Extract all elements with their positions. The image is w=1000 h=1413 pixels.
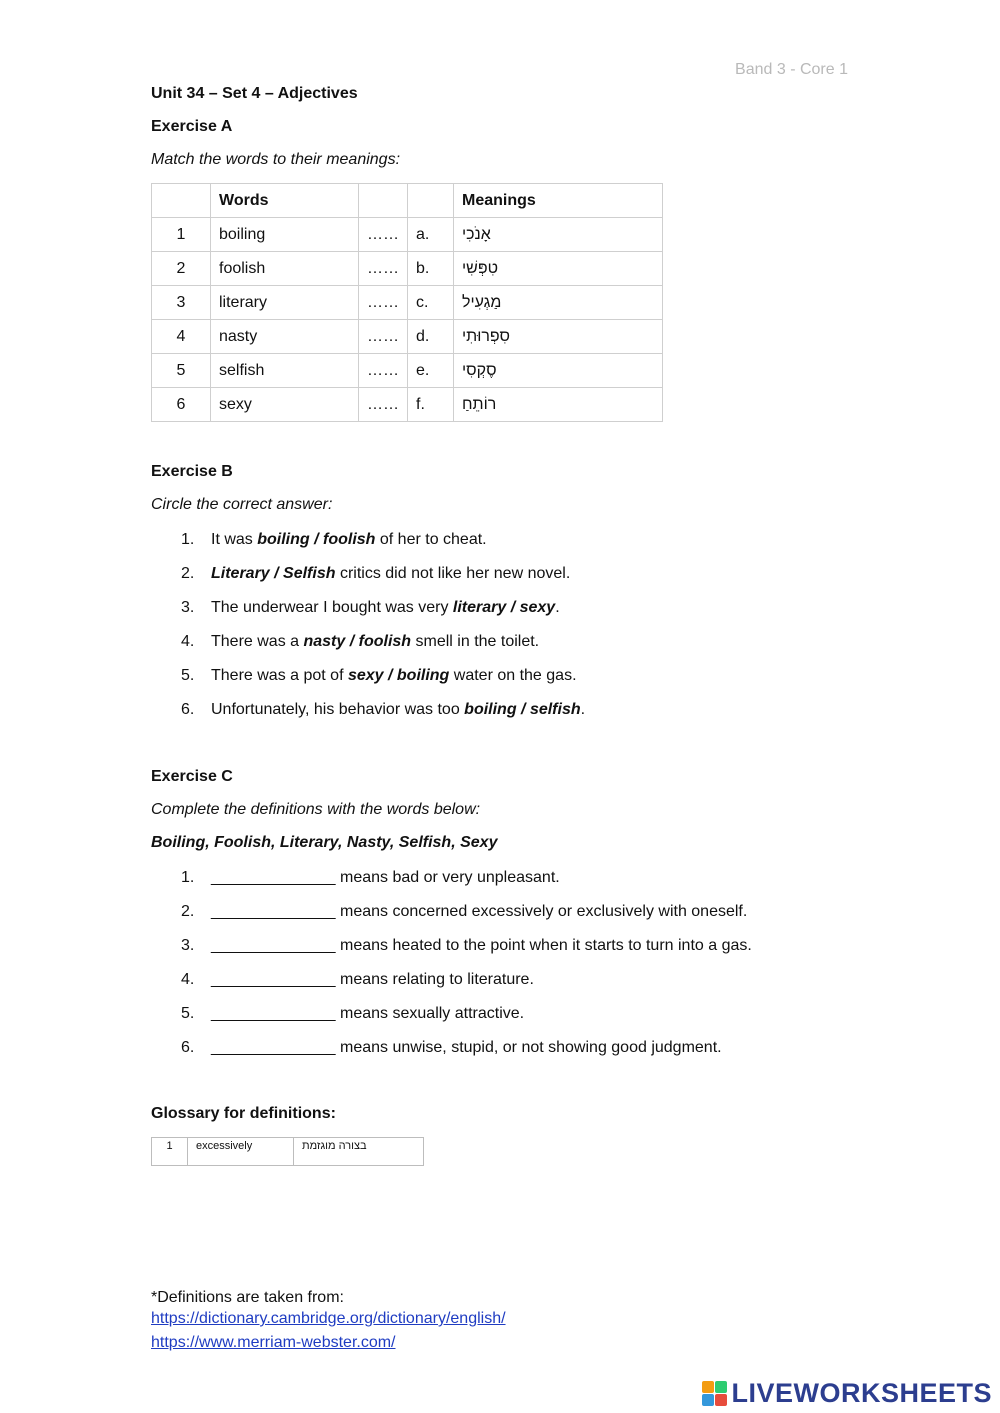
definition-text: means concerned excessively or exclusively with oneself. xyxy=(335,903,748,920)
item-text-post: smell in the toilet. xyxy=(411,633,540,650)
definition-text: means heated to the point when it starts to turn into a gas. xyxy=(335,937,752,954)
answer-blank[interactable]: …… xyxy=(359,320,408,354)
liveworksheets-logo xyxy=(702,1378,992,1409)
definition-text: means unwise, stupid, or not showing good judgment. xyxy=(335,1039,722,1056)
exercise-b-instruction: Circle the correct answer: xyxy=(151,496,333,513)
row-meaning: סִפְרוּתִי xyxy=(454,320,663,354)
fill-blank[interactable]: ______________ xyxy=(211,869,336,886)
item-text-pre: There was a pot of xyxy=(211,667,348,684)
table-row xyxy=(152,320,663,354)
item-number: 4. xyxy=(181,633,195,650)
answer-choice[interactable]: nasty / foolish xyxy=(303,633,412,650)
header-corner-label: Band 3 - Core 1 xyxy=(735,61,848,78)
header-num-cell xyxy=(152,184,211,218)
item-text-post: . xyxy=(580,701,586,718)
table-row xyxy=(152,354,663,388)
logo-icon xyxy=(702,1381,727,1406)
fill-blank[interactable]: ______________ xyxy=(211,971,336,988)
row-letter: c. xyxy=(408,286,454,320)
fill-blank[interactable]: ______________ xyxy=(211,1005,336,1022)
definition-text: means sexually attractive. xyxy=(335,1005,525,1022)
row-number: 2 xyxy=(152,252,211,286)
exercise-a-instruction: Match the words to their meanings: xyxy=(151,151,401,168)
row-number: 3 xyxy=(152,286,211,320)
word-bank: Boiling, Foolish, Literary, Nasty, Selfish, Sexy xyxy=(151,834,498,851)
row-letter: a. xyxy=(408,218,454,252)
row-number: 5 xyxy=(152,354,211,388)
row-meaning: רוֹתֵחַ xyxy=(454,388,663,422)
item-number: 3. xyxy=(181,937,195,954)
item-text-post: critics did not like her new novel. xyxy=(335,565,571,582)
row-word: boiling xyxy=(211,218,359,252)
answer-choice[interactable]: sexy / boiling xyxy=(347,667,450,684)
glossary-heading: Glossary for definitions: xyxy=(151,1105,336,1122)
merriam-webster-link[interactable]: https://www.merriam-webster.com/ xyxy=(151,1334,396,1351)
glossary-number: 1 xyxy=(152,1138,188,1166)
header-meanings: Meanings xyxy=(454,184,663,218)
item-number: 1. xyxy=(181,869,195,886)
item-number: 6. xyxy=(181,701,195,718)
row-meaning: טִפְּשִׁי xyxy=(454,252,663,286)
item-number: 6. xyxy=(181,1039,195,1056)
answer-choice[interactable]: boiling / foolish xyxy=(257,531,376,548)
header-blank-cell xyxy=(359,184,408,218)
row-letter: b. xyxy=(408,252,454,286)
glossary-word: excessively xyxy=(188,1138,294,1166)
glossary-table xyxy=(151,1137,424,1166)
item-text-post: . xyxy=(555,599,560,616)
row-word: literary xyxy=(211,286,359,320)
answer-choice[interactable]: literary / sexy xyxy=(452,599,556,616)
glossary-meaning: בצורה מוגזמת xyxy=(294,1138,424,1166)
item-text-post: of her to cheat. xyxy=(375,531,487,548)
table-row xyxy=(152,388,663,422)
row-letter: d. xyxy=(408,320,454,354)
item-text-pre: There was a xyxy=(211,633,304,650)
definition-text: means relating to literature. xyxy=(335,971,534,988)
answer-choice[interactable]: Literary / Selfish xyxy=(211,565,336,582)
answer-choice[interactable]: boiling / selfish xyxy=(464,701,581,718)
item-text-pre: It was xyxy=(211,531,258,548)
fill-blank[interactable]: ______________ xyxy=(211,937,336,954)
answer-blank[interactable]: …… xyxy=(359,286,408,320)
item-text-pre: The underwear I bought was very xyxy=(211,599,453,616)
table-row xyxy=(152,286,663,320)
answer-blank[interactable]: …… xyxy=(359,388,408,422)
row-word: selfish xyxy=(211,354,359,388)
item-number: 3. xyxy=(181,599,195,616)
row-letter: f. xyxy=(408,388,454,422)
exercise-b-heading: Exercise B xyxy=(151,463,233,480)
row-meaning: מַגְעִיל xyxy=(454,286,663,320)
item-number: 5. xyxy=(181,667,195,684)
row-word: foolish xyxy=(211,252,359,286)
row-word: nasty xyxy=(211,320,359,354)
item-number: 5. xyxy=(181,1005,195,1022)
header-letter-cell xyxy=(408,184,454,218)
answer-blank[interactable]: …… xyxy=(359,354,408,388)
exercise-c-instruction: Complete the definitions with the words below: xyxy=(151,801,481,818)
exercise-c-heading: Exercise C xyxy=(151,768,233,785)
row-number: 6 xyxy=(152,388,211,422)
table-row xyxy=(152,1138,424,1166)
fill-blank[interactable]: ______________ xyxy=(211,1039,336,1056)
matching-table xyxy=(151,183,663,422)
item-number: 4. xyxy=(181,971,195,988)
answer-blank[interactable]: …… xyxy=(359,252,408,286)
row-number: 1 xyxy=(152,218,211,252)
item-number: 2. xyxy=(181,903,195,920)
row-letter: e. xyxy=(408,354,454,388)
item-text-post: water on the gas. xyxy=(449,667,577,684)
row-word: sexy xyxy=(211,388,359,422)
cambridge-dictionary-link[interactable]: https://dictionary.cambridge.org/dictionary/english/ xyxy=(151,1310,506,1327)
definitions-source-note: *Definitions are taken from: xyxy=(151,1289,344,1306)
matching-table-header xyxy=(152,184,663,218)
logo-text: LIVEWORKSHEETS xyxy=(731,1378,992,1408)
row-meaning: אָנֹכִי xyxy=(454,218,663,252)
item-number: 1. xyxy=(181,531,195,548)
item-number: 2. xyxy=(181,565,195,582)
page-title: Unit 34 – Set 4 – Adjectives xyxy=(151,85,358,102)
fill-blank[interactable]: ______________ xyxy=(211,903,336,920)
answer-blank[interactable]: …… xyxy=(359,218,408,252)
row-meaning: סֶקְסִי xyxy=(454,354,663,388)
row-number: 4 xyxy=(152,320,211,354)
header-words: Words xyxy=(211,184,359,218)
item-text-pre: Unfortunately, his behavior was too xyxy=(211,701,465,718)
exercise-a-heading: Exercise A xyxy=(151,118,233,135)
table-row xyxy=(152,252,663,286)
table-row xyxy=(152,218,663,252)
definition-text: means bad or very unpleasant. xyxy=(335,869,560,886)
